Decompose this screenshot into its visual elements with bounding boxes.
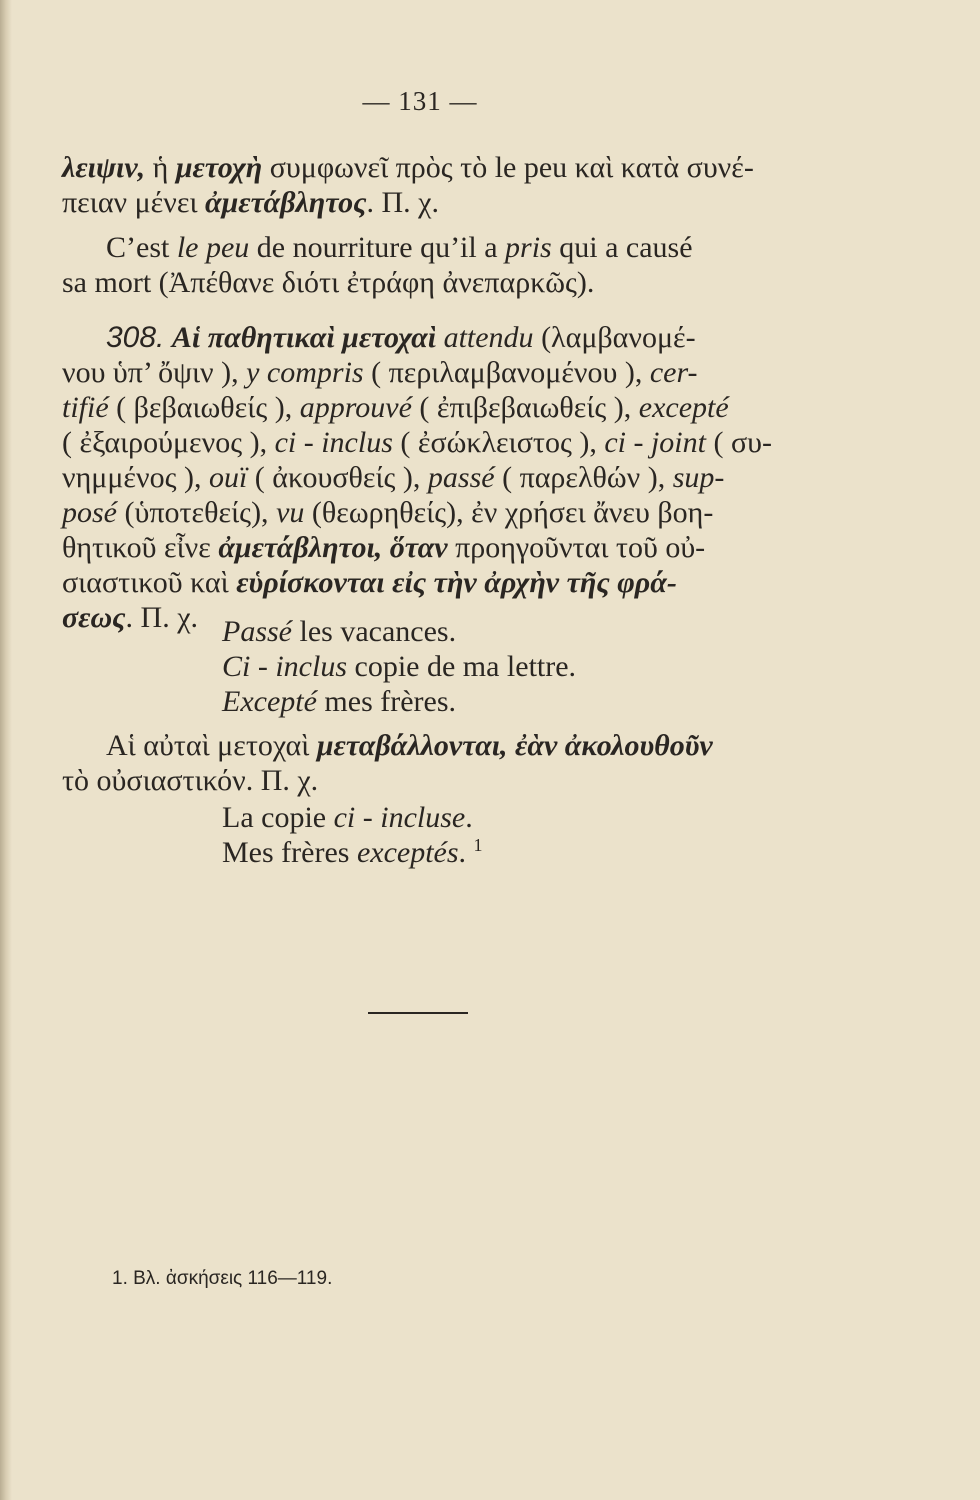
examples-list-1 (62, 614, 802, 719)
paragraph-1: λειψιν, ἡ μετοχὴ συμφωνεῖ πρὸς τὸ le peu καὶ κατὰ συνέ- πειαν μένει ἀμετάβλητος. Π. χ. (62, 151, 754, 219)
paragraph-4: Αἱ αὐταὶ μετοχαὶ μεταβάλλονται, ἐὰν ἀκολουθοῦν τὸ οὐσιαστικόν. Π. χ. (62, 729, 713, 797)
footnote-marker: 1 (473, 835, 483, 855)
example-line: La copie ci - incluse. (222, 801, 473, 834)
page-number: — 131 — (362, 86, 478, 116)
example-line: Passé les vacances. (222, 615, 457, 648)
example-line: Mes frères exceptés. $^1$ (222, 835, 483, 869)
example-line: Excepté mes frères. (222, 685, 457, 718)
paragraph-2: C’est le peu de nourriture qu’il a pris qui a causé sa mort (Ἀπέθανε διότι ἐτράφη ἀνεπαρκῶς). (62, 231, 693, 299)
footnote-divider (368, 1012, 468, 1014)
page-edge (0, 0, 12, 1500)
section-number: 308. (106, 321, 165, 354)
examples-list-2 (62, 800, 802, 870)
example-line: Ci - inclus copie de ma lettre. (222, 650, 577, 683)
footnote: 1. Βλ. ἀσκήσεις 116—119. (112, 1268, 333, 1289)
section-308: 308. Αἱ παθητικαὶ μετοχαὶ attendu (λαμβανομέ- νου ὑπ’ ὄψιν ), y compris ( περιλαμβανομένου ), cer- tifié ( βεβαιωθείς ), approuvé ( ἐπιβεβαιωθείς ), excepté ( ἐξαιρούμενος ), ci - inclus ( ἐσώκλειστος ), ci - joint ( συ- νημμένος ), ouï ( ἀκουσθείς ), passé ( παρελθών ), sup- posé (ὑποτεθείς), vu (θεωρηθείς), ἐν χρήσει ἄνευ βοη- θητικοῦ εἶνε ἀμετάβλητοι, ὅταν προηγοῦνται τοῦ οὐ- σιαστικοῦ καὶ εὑρίσκονται εἰς τὴν ἀρχὴν τῆς φρά- σεως. Π. χ. (62, 321, 772, 634)
